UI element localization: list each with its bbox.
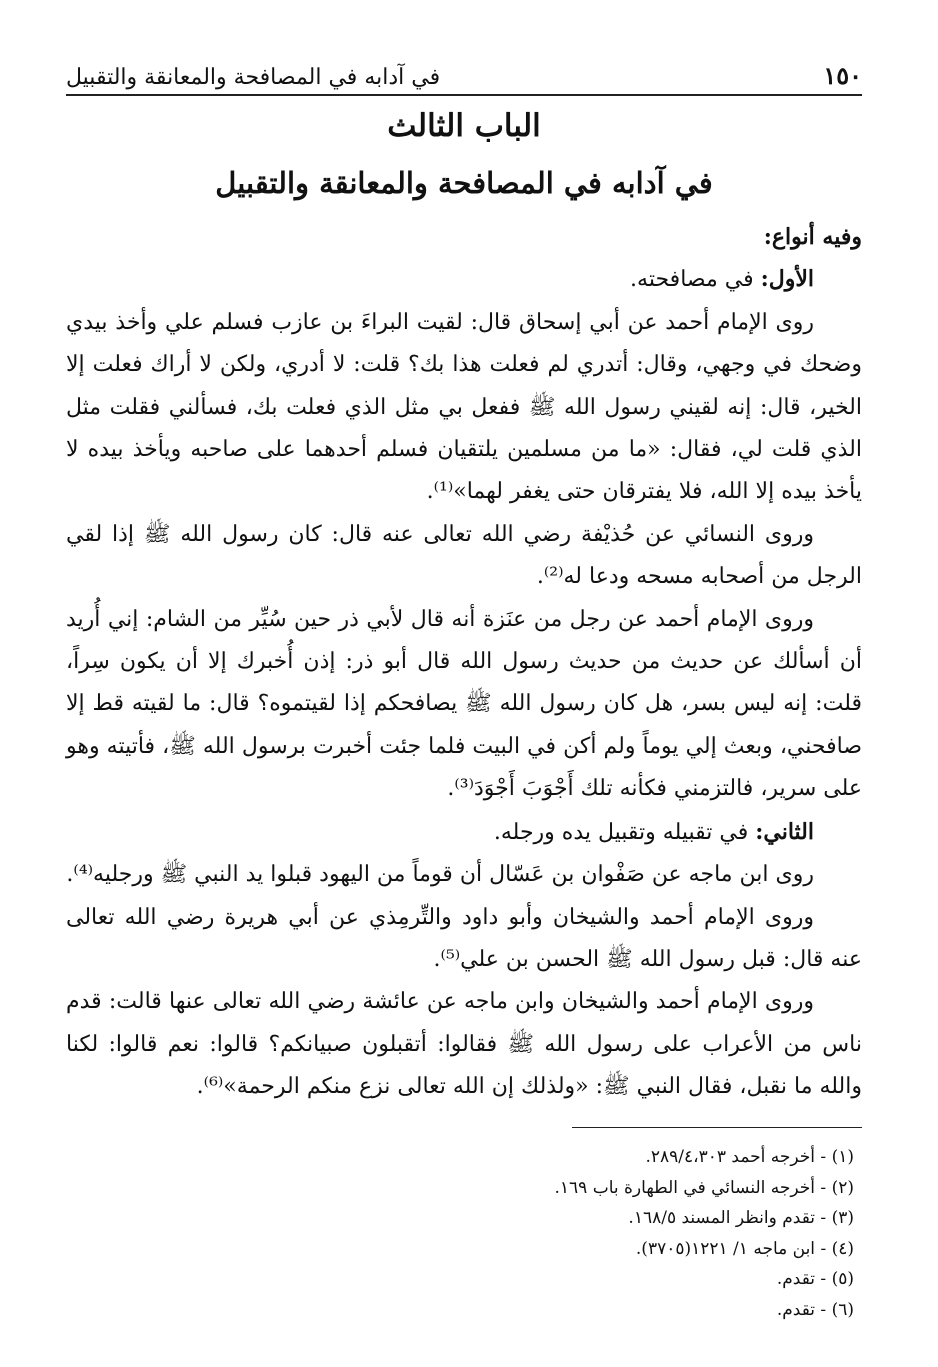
paragraph-3: وروى الإمام أحمد عن رجل من عنَزة أنه قال لأبي ذر حين سُيِّر من الشام: إني أُريد أن أسألك عن حديث من حديث رسول الله قال أبو ذر: إذن أُخبرك إلا أن يكون سِراً، قلت: إنه ليس بسر، هل كان رسول الله ﷺ يصافحكم إذا لقيتموه؟ قال: ما لقيته قط إلا صافحني، وبعث إلي يوماً ولم أكن في البيت فلما جئت أخبرت برسول الله ﷺ، فأتيته وهو على سرير، فالتزمني فكأنه تلك أَجْوَبَ أَجْوَدَ⁽³⁾.: [66, 606, 862, 802]
paragraph-6: وروى الإمام أحمد والشيخان وابن ماجه عن عائشة رضي الله تعالى عنها قالت: قدم ناس من الأعراب على رسول الله ﷺ فقالوا: أتقبلون صبيانكم؟ قالوا: نعم قالوا: لكنا والله ما نقبل، فقال النبي ﷺ: «ولذلك إن الله تعالى نزع منكم الرحمة»⁽⁶⁾.: [66, 989, 862, 1100]
footnote-2: (٢) - أخرجه النسائي في الطهارة باب ١٦٩.: [554, 1177, 854, 1198]
section-label-1: الأول:: [760, 266, 814, 293]
paragraph-5: وروى الإمام أحمد والشيخان وأبو داود والتِّرمِذي عن أبي هريرة رضي الله تعالى عنه قال: قبل رسول الله ﷺ الحسن بن علي⁽⁵⁾.: [66, 904, 862, 972]
paragraph-1: روى الإمام أحمد عن أبي إسحاق قال: لقيت البراءَ بن عازب فسلم علي وأخذ بيدي وضحك في وجهي، وقال: أتدري لم فعلت هذا بك؟ قلت: لا أدري، ولكن لا أراك فعلت إلا الخير، قال: إنه لقيني رسول الله ﷺ ففعل بي مثل الذي فعلت بك، فسألني فقلت مثل الذي قلت لي، فقال: «ما من مسلمين يلتقيان فسلم أحدهما على صاحبه ويأخذ بيده لا يأخذ بيده إلا الله، فلا يفترقان حتى يغفر لهما»⁽¹⁾.: [66, 309, 862, 505]
chapter-title: الباب الثالث: [387, 108, 541, 144]
footnotes: [66, 1142, 862, 1325]
section-label-2: الثاني:: [755, 818, 814, 845]
footnote-4: (٤) - ابن ماجه ١/ ١٢٢١(٣٧٠٥).: [635, 1238, 854, 1259]
chapter-subtitle: في آدابه في المصافحة والمعانقة والتقبيل: [215, 166, 713, 200]
page-header: [66, 50, 862, 96]
footnote-6: (٦) - تقدم.: [776, 1299, 854, 1320]
section-heading-1: [66, 258, 862, 301]
section-text-2: في تقبيله وتقبيل يده ورجله.: [493, 819, 756, 845]
footnote-5: (٥) - تقدم.: [776, 1269, 854, 1289]
footnote-divider: [572, 1127, 862, 1128]
paragraph-4: روى ابن ماجه عن صَفْوان بن عَسّال أن قوماً من اليهود قبلوا يد النبي ﷺ ورجليه⁽⁴⁾.: [66, 862, 814, 888]
section-heading-2: [66, 811, 862, 854]
intro-line: وفيه أنواع:: [763, 224, 862, 250]
page-number: ١٥٠: [823, 61, 862, 90]
body-text: [66, 216, 862, 1109]
running-title: في آدابه في المصافحة والمعانقة والتقبيل: [66, 65, 441, 90]
paragraph-2: وروى النسائي عن حُذيْفة رضي الله تعالى عنه قال: كان رسول الله ﷺ إذا لقي الرجل من أصحابه مسحه ودعا له⁽²⁾.: [66, 521, 862, 590]
section-text-1: في مصافحته.: [630, 267, 761, 293]
footnote-3: (٣) - تقدم وانظر المسند ١٦٨/٥.: [628, 1208, 854, 1228]
footnote-1: (١) - أخرجه أحمد ٢٨٩/٤،٣٠٣.: [645, 1147, 854, 1167]
